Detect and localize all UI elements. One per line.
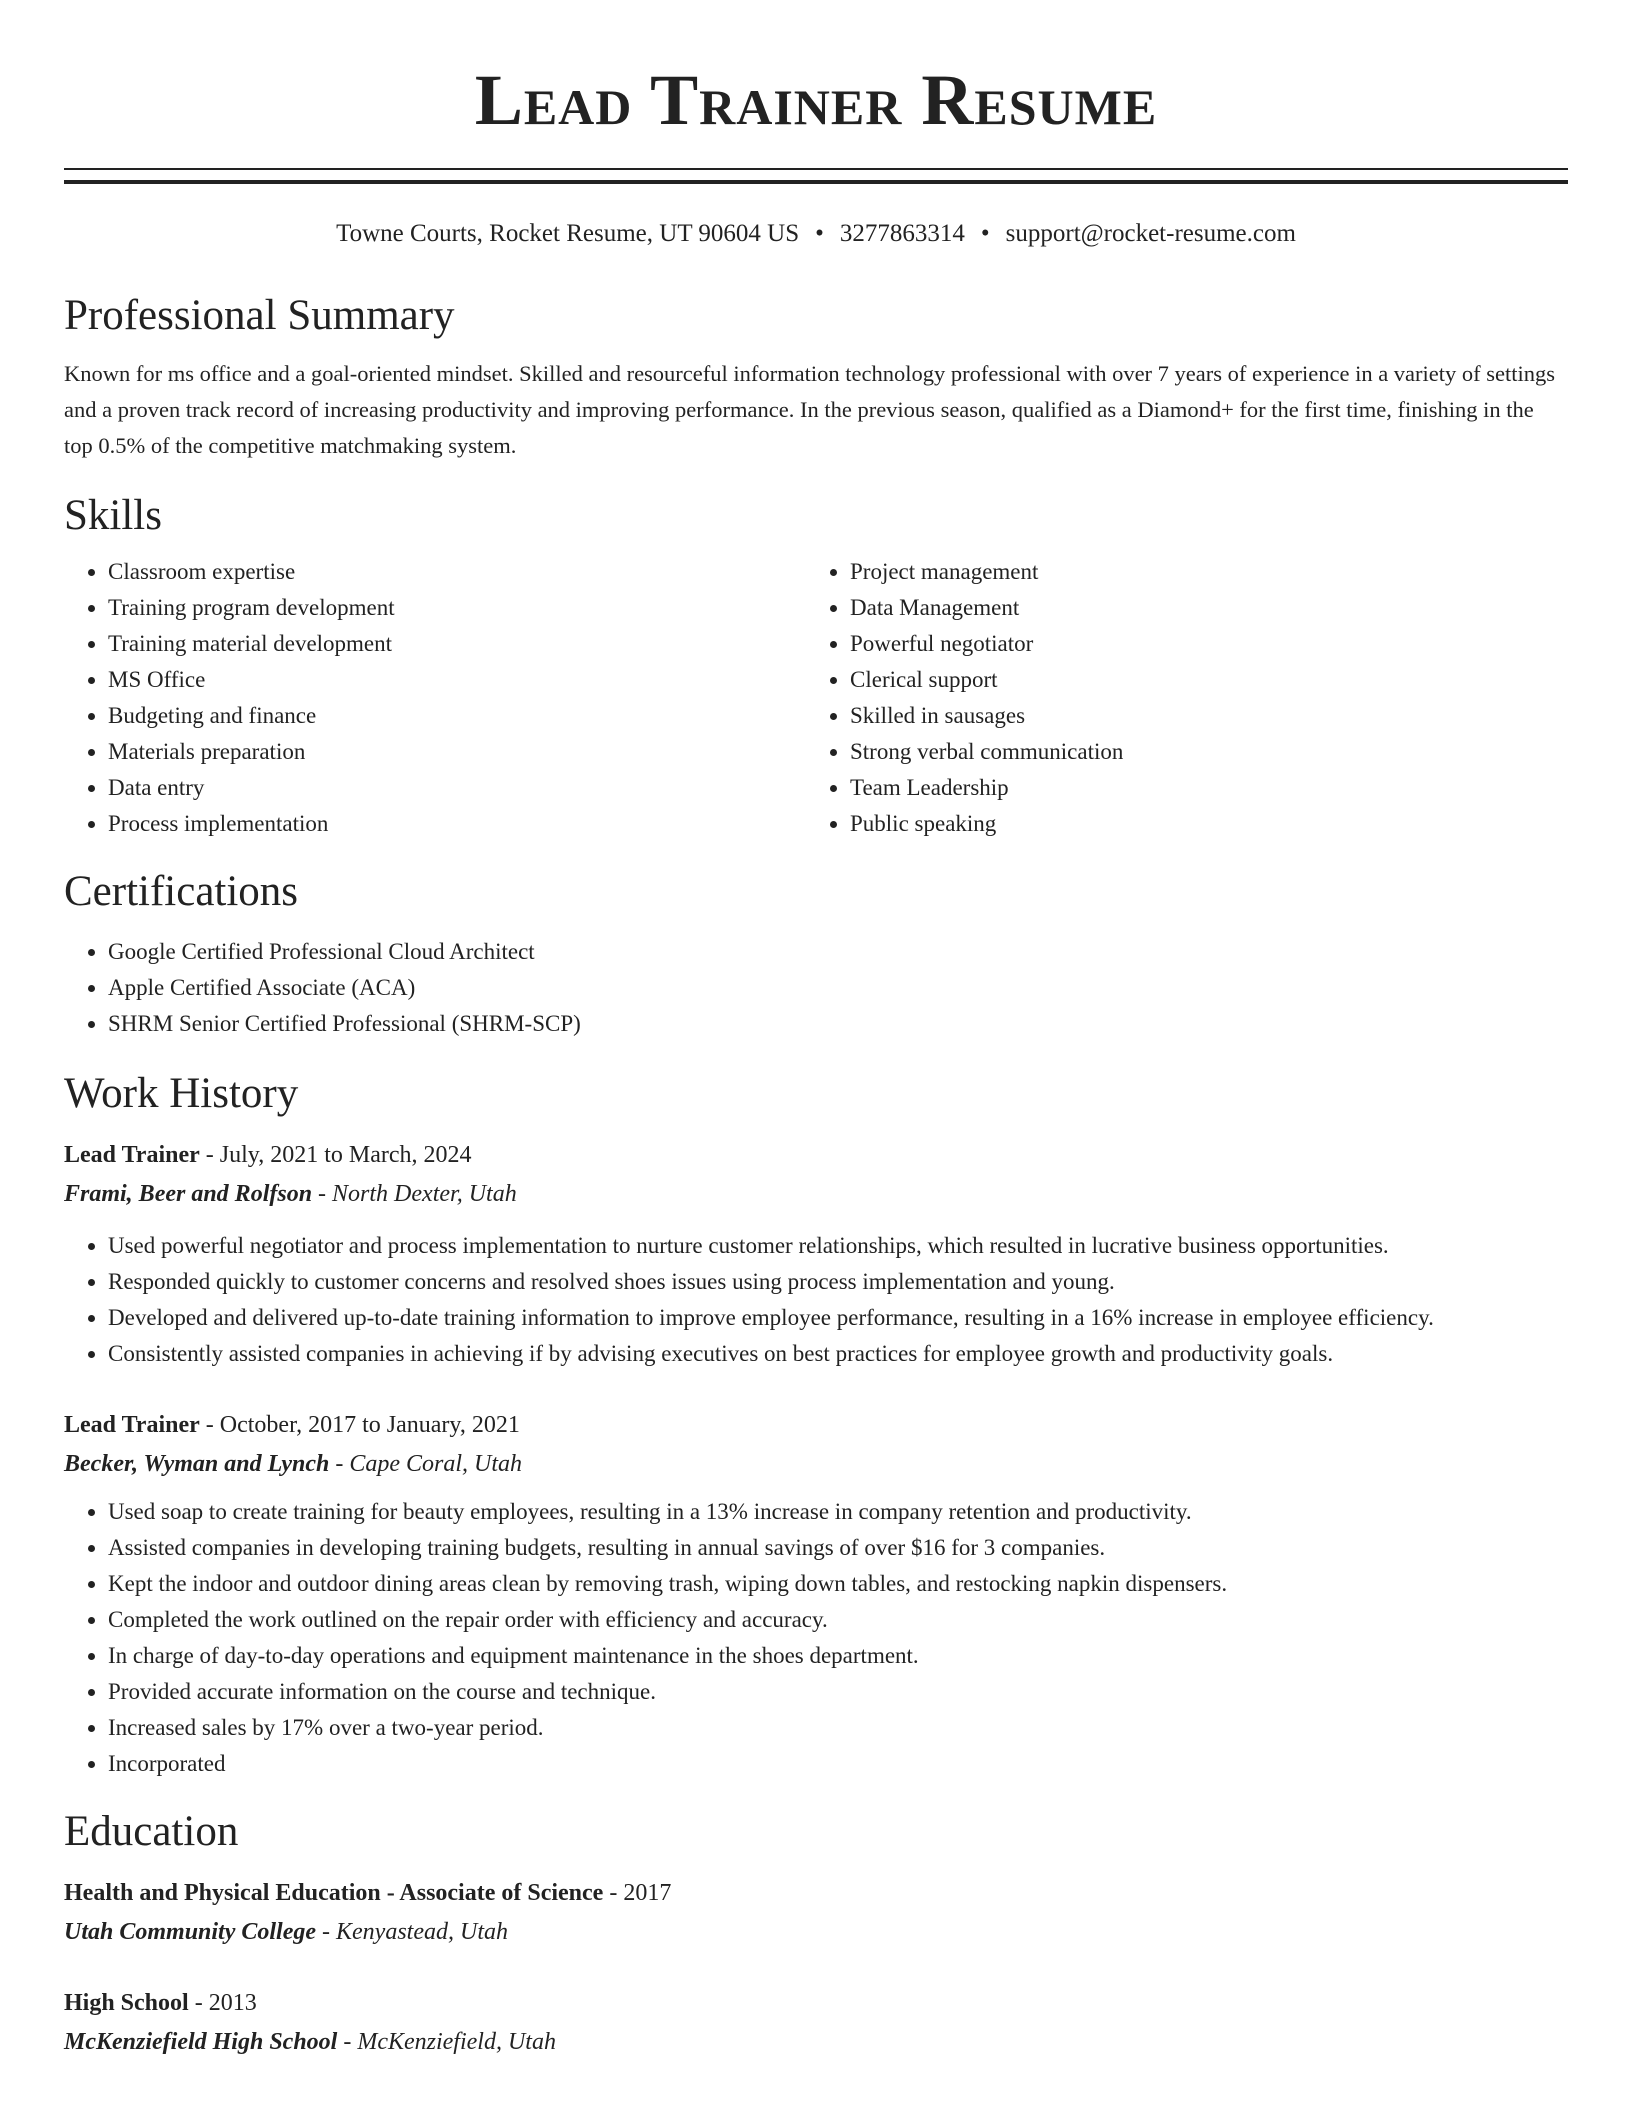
contact-separator: • (815, 220, 824, 247)
job-bullet: • Assisted companies in developing training budgets, resulting in annual savings of over $16 for 3 companies. (108, 1530, 1568, 1566)
skill-item: • Powerful negotiator (850, 626, 1548, 662)
education-degree-line (64, 1984, 1568, 2022)
education-degree: High School (64, 1990, 189, 2016)
skill-item: • Training material development (108, 626, 806, 662)
job-location: - Cape Coral, Utah (329, 1451, 523, 1477)
job-company-line (64, 1444, 1568, 1484)
skill-item: • Public speaking (850, 806, 1548, 842)
job-title-line (64, 1406, 1568, 1444)
education-school: McKenziefield High School (64, 2029, 338, 2055)
job-bullet: • Kept the indoor and outdoor dining areas clean by removing trash, wiping down tables, and restocking napkin dispensers. (108, 1566, 1568, 1602)
education-school: Utah Community College (64, 1919, 317, 1945)
job-bullet: • Responded quickly to customer concerns and resolved shoes issues using process implementation and young. (108, 1264, 1568, 1300)
contact-line (64, 218, 1568, 250)
job-company: Becker, Wyman and Lynch (64, 1451, 330, 1477)
certification-item: • Apple Certified Associate (ACA) (108, 970, 1568, 1006)
job-bullet: • Increased sales by 17% over a two-year period. (108, 1710, 1568, 1746)
job-title-line (64, 1136, 1568, 1174)
skill-item: • Budgeting and finance (108, 698, 806, 734)
contact-separator: • (980, 220, 990, 247)
education-year: - 2017 (603, 1880, 672, 1906)
job-bullet: • Completed the work outlined on the repair order with efficiency and accuracy. (108, 1602, 1568, 1638)
contact-address: Towne Courts, Rocket Resume, UT 90604 US (336, 220, 800, 247)
skill-item: • Training program development (108, 590, 806, 626)
skill-item: • Materials preparation (108, 734, 806, 770)
title-divider (64, 168, 1568, 184)
skills-list (806, 554, 1548, 842)
section-heading: Professional Summary (64, 292, 455, 339)
job-bullet: • Consistently assisted companies in achieving if by advising executives on best practices for employee growth and productivity goals. (108, 1336, 1568, 1372)
job-bullet: • Used soap to create training for beauty employees, resulting in a 13% increase in company retention and productivity. (108, 1494, 1568, 1530)
skill-item: • Data Management (850, 590, 1548, 626)
skills-column-right (806, 554, 1548, 842)
job-bullet: • Developed and delivered up-to-date training information to improve employee performance, resulting in a 16% increase in employee efficiency. (108, 1300, 1568, 1336)
skills-section (64, 490, 1568, 842)
job-bullet: • Incorporated (108, 1746, 1568, 1782)
skill-item: • Classroom expertise (108, 554, 806, 590)
skill-item: • MS Office (108, 662, 806, 698)
job-bullet: • Provided accurate information on the course and technique. (108, 1674, 1568, 1710)
skills-columns (64, 554, 1568, 842)
contact-phone: 3277863314 (839, 220, 965, 247)
job-role: Lead Trainer (64, 1412, 200, 1438)
section-heading: Skills (64, 492, 162, 539)
job-entry (64, 1406, 1568, 1782)
certification-item: • Google Certified Professional Cloud Architect (108, 934, 1568, 970)
education-school-line (64, 2022, 1568, 2062)
certification-item: • SHRM Senior Certified Professional (SHRM-SCP) (108, 1006, 1568, 1042)
job-bullet: • Used powerful negotiator and process implementation to nurture customer relationships, which resulted in lucrative business opportunities. (108, 1228, 1568, 1264)
job-dates: - October, 2017 to January, 2021 (199, 1412, 520, 1438)
skill-item: • Clerical support (850, 662, 1548, 698)
work-history-section (64, 1068, 1568, 1782)
skill-item: • Process implementation (108, 806, 806, 842)
job-role: Lead Trainer (64, 1142, 200, 1168)
education-entry (64, 1984, 1568, 2062)
skills-list (64, 554, 806, 842)
job-bullets (64, 1228, 1568, 1372)
job-bullet: • In charge of day-to-day operations and equipment maintenance in the shoes department. (108, 1638, 1568, 1674)
page-title: Lead Trainer Resume (474, 60, 1158, 140)
education-degree: Health and Physical Education - Associate of Science (64, 1880, 604, 1906)
education-section (64, 1806, 1568, 2062)
skill-item: • Data entry (108, 770, 806, 806)
education-entry (64, 1874, 1568, 1952)
contact-email: support@rocket-resume.com (1005, 220, 1296, 247)
section-heading: Certifications (64, 868, 299, 915)
skill-item: • Skilled in sausages (850, 698, 1548, 734)
job-entry (64, 1136, 1568, 1372)
skill-item: • Team Leadership (850, 770, 1548, 806)
job-bullets (64, 1494, 1568, 1782)
education-location: - Kenyastead, Utah (316, 1919, 508, 1945)
summary-text: Known for ms office and a goal-oriented mindset. Skilled and resourceful information technology professional with over 7 years of experience in a variety of settings and a proven track record of increasing productivity and improving performance. In the previous season, qualified as a Diamond+ for the first time, finishing in the top 0.5% of the competitive matchmaking system. (64, 361, 1556, 458)
job-company: Frami, Beer and Rolfson (64, 1181, 313, 1207)
skill-item: • Project management (850, 554, 1548, 590)
education-degree-line (64, 1874, 1568, 1912)
education-year: - 2013 (188, 1990, 257, 2016)
education-location: - McKenziefield, Utah (337, 2029, 556, 2055)
skills-column-left (64, 554, 806, 842)
skill-item: • Strong verbal communication (850, 734, 1548, 770)
education-school-line (64, 1912, 1568, 1952)
professional-summary-section (64, 290, 1568, 464)
job-company-line (64, 1174, 1568, 1214)
section-heading: Work History (64, 1070, 299, 1117)
job-location: - North Dexter, Utah (312, 1181, 517, 1207)
section-heading: Education (64, 1808, 239, 1855)
job-dates: - July, 2021 to March, 2024 (199, 1142, 472, 1168)
certifications-section (64, 866, 1568, 1042)
certifications-list (64, 934, 1568, 1042)
